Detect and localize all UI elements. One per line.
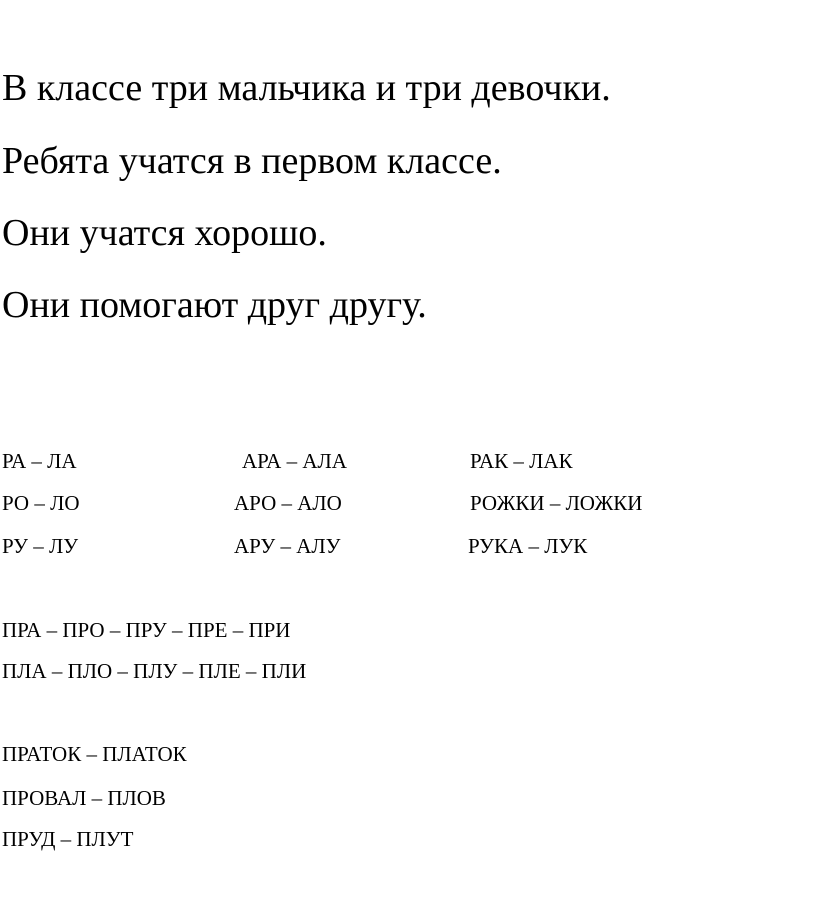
pair-cell: АРО – АЛО xyxy=(234,491,342,515)
sentence-1: В классе три мальчика и три девочки. xyxy=(2,67,611,109)
pair-cell: АРУ – АЛУ xyxy=(234,534,341,558)
sentence-3: Они учатся хорошо. xyxy=(2,212,327,254)
pair-cell: РОЖКИ – ЛОЖКИ xyxy=(470,491,643,515)
syllable-row: ПЛА – ПЛО – ПЛУ – ПЛЕ – ПЛИ xyxy=(2,659,307,683)
word-pair: ПРОВАЛ – ПЛОВ xyxy=(2,786,166,810)
sentence-2: Ребята учатся в первом классе. xyxy=(2,140,502,182)
syllable-row: ПРА – ПРО – ПРУ – ПРЕ – ПРИ xyxy=(2,618,291,642)
word-pair: ПРАТОК – ПЛАТОК xyxy=(2,742,187,766)
word-pair: ПРУД – ПЛУТ xyxy=(2,827,134,851)
pair-cell: РУКА – ЛУК xyxy=(468,534,588,558)
pair-cell: РА – ЛА xyxy=(2,449,77,473)
pair-cell: РАК – ЛАК xyxy=(470,449,573,473)
pair-cell: РО – ЛО xyxy=(2,491,80,515)
pair-cell: АРА – АЛА xyxy=(242,449,347,473)
sentence-4: Они помогают друг другу. xyxy=(2,284,427,326)
pair-cell: РУ – ЛУ xyxy=(2,534,79,558)
